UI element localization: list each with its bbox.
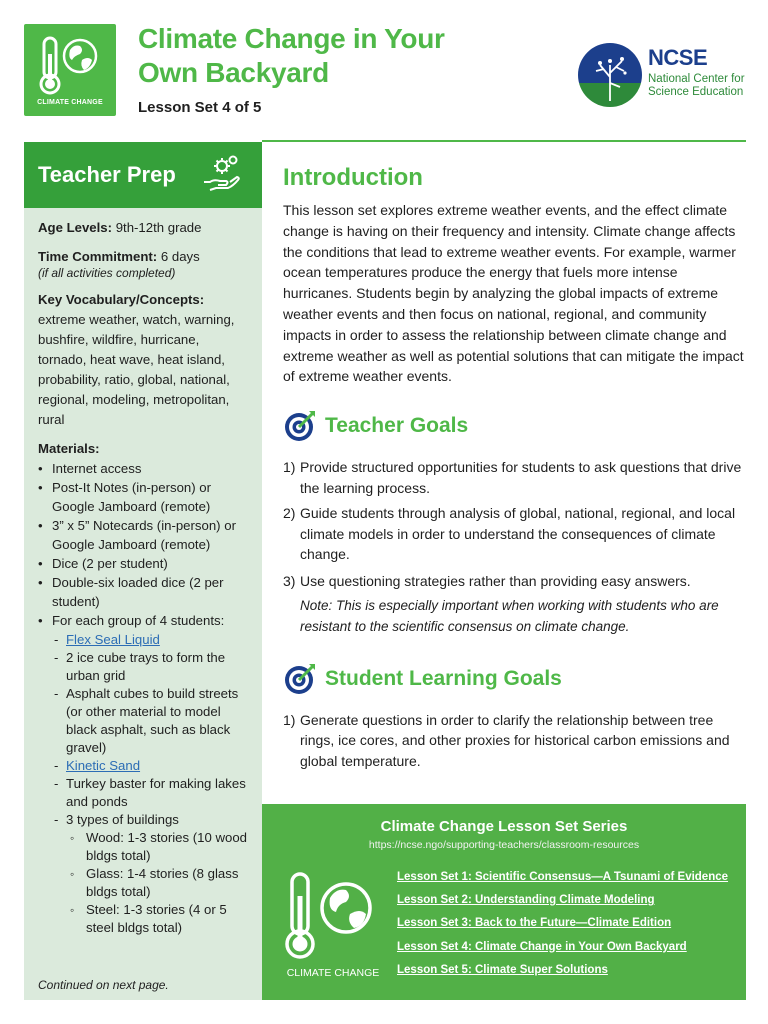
thermometer-globe-icon [284,870,382,966]
time-note: (if all activities completed) [38,266,176,280]
ncse-logo-emblem [578,43,642,107]
student-goals-header [283,662,745,696]
building-types-list [66,829,248,937]
introduction-text: This lesson set explores extreme weather events, and the effect climate change is having on their frequency and intensity. Climate change affects the conditions that lead to extreme weather events. For example, warmer ocean temperatures produce the energy that fuels more intense hurricanes. Students begin by analyzing the global impacts of extreme weather events and then focus on national, regional, and community impacts in order to assess the relationship between climate change and extreme weather as well as potential solutions that can mitigate the impact of extreme weather events. [283,202,744,385]
list-item: • 3” x 5” Notecards (in-person) or Google Jamboard (remote) [38,516,248,554]
list-item: • Internet access [38,459,248,478]
teacher-goals-list [283,457,745,592]
series-url[interactable]: https://ncse.ngo/supporting-teachers/classroom-resources [368,839,640,851]
ncse-full-name: National Center for Science Education [648,73,745,98]
tree-of-life-icon [578,43,642,107]
teacher-goals-header [283,409,745,443]
list-item: - 3 types of buildings ◦ Wood: 1-3 stories (10 wood bldgs total) ◦ Glass: 1-4 stories (8 glass bldgs total) ◦ Steel: 1-3 stories (4 or 5 steel bldgs total) [52,811,248,937]
target-icon [283,409,317,443]
teacher-prep-body [24,208,262,937]
list-item: 2) Guide students through analysis of global, national, regional, and local climate models in order to understand the consequences of climate change. [283,504,736,563]
teacher-prep-header [24,142,262,208]
lesson-set-5-link[interactable]: Lesson Set 5: Climate Super Solutions [397,963,608,976]
list-item: 1) Generate questions in order to clarify the relationship between tree rings, ice cores, and other proxies for historical carbon emissions and global temperature. [283,711,730,770]
series-icon-caption: CLIMATE CHANGE [286,967,380,979]
lesson-set-subtitle: Lesson Set 4 of 5 [138,99,262,116]
kinetic-sand-link[interactable]: Kinetic Sand [66,758,141,773]
list-item: 1) Provide structured opportunities for students to ask questions that drive the learning process. [283,459,742,496]
list-item: • For each group of 4 students: - Flex Seal Liquid - 2 ice cube trays to form the urban grid - Asphalt cubes to build streets (or other material to model black asphalt, such as black gravel) - Kinetic Sand - Turkey baster for making lakes and ponds - 3 types of buildings ◦ Wood: 1-3 stories (10 wood bldgs total) ◦ Glass: 1-4 stories (8 glass bldgs total) ◦ Steel: 1-3 stories (4 or 5 steel bldgs total) [38,611,248,937]
header-divider [262,140,746,142]
list-item: • Post-It Notes (in-person) or Google Jamboard (remote) [38,478,248,516]
hand-gears-icon [200,152,244,196]
teacher-prep-sidebar [24,142,262,1000]
continued-note: Continued on next page. [38,978,169,992]
list-item: • Double-six loaded dice (2 per student) [38,573,248,611]
lesson-series-box [262,804,746,1000]
time-commitment: Time Commitment: 6 days (if all activities completed) [38,247,248,281]
series-links-list [397,866,728,982]
student-goals-heading: Student Learning Goals [325,666,562,690]
list-item [52,631,248,649]
target-icon [283,662,317,696]
lesson-set-1-link[interactable]: Lesson Set 1: Scientific Consensus—A Tsunami of Evidence [397,871,729,883]
climate-change-logo [24,24,116,116]
key-vocabulary: Key Vocabulary/Concepts: extreme weather, watch, warning, bushfire, wildfire, hurricane, tornado, heat wave, heat island, probability, ratio, global, national, regional, modeling, metropolitan, rural [38,292,235,427]
teacher-goals-heading: Teacher Goals [325,414,469,438]
lesson-set-3-link[interactable]: Lesson Set 3: Back to the Future—Climate Edition [397,917,672,930]
list-item: - 2 ice cube trays to form the urban grid [52,649,248,685]
logo-caption: CLIMATE CHANGE [37,99,103,106]
page-title: Climate Change in Your Own Backyard [138,23,445,88]
thermometer-globe-icon [38,34,102,96]
teacher-prep-title: Teacher Prep [38,162,176,187]
list-item: - Asphalt cubes to build streets (or other material to model black asphalt, such as black gravel) [52,685,248,757]
list-item: • Dice (2 per student) [38,554,248,573]
list-item: ◦ Glass: 1-4 stories (8 glass bldgs total) [66,865,248,901]
list-item: 3) Use questioning strategies rather than providing easy answers. [283,573,691,590]
student-goals-list [283,710,745,772]
introduction-heading: Introduction [283,164,423,191]
flex-seal-link[interactable]: Flex Seal Liquid [66,632,160,647]
main-content [283,164,745,776]
materials: Materials: • Internet access • Post-It Notes (in-person) or Google Jamboard (remote) • 3” x 5” Notecards (in-person) or Google Jamboard (remote) • Dice (2 per student) • Double-six loaded dice (2 per student) • For each group of 4 students: - Flex Seal Liquid - 2 ice cube trays to form the urban grid - Asphalt cubes to build streets (or other material to model black asphalt, such as black gravel) - Kinetic Sand - Turkey baster for making lakes and ponds - 3 types of buildings ◦ Wood: 1-3 stories (10 wood bldgs total) ◦ Glass: 1-4 stories (8 glass bldgs total) ◦ Steel: 1-3 stories (4 or 5 steel bldgs total) [38,439,248,937]
lesson-set-2-link[interactable]: Lesson Set 2: Understanding Climate Modeling [397,894,655,907]
list-item: ◦ Wood: 1-3 stories (10 wood bldgs total) [66,829,248,865]
list-item: - Turkey baster for making lakes and ponds [52,775,248,811]
age-levels: Age Levels: 9th-12th grade [38,220,202,235]
series-title: Climate Change Lesson Set Series [380,818,628,835]
materials-list [38,459,248,937]
list-item: ◦ Steel: 1-3 stories (4 or 5 steel bldgs total) [66,901,248,937]
lesson-set-4-link[interactable]: Lesson Set 4: Climate Change in Your Own Backyard [397,940,687,953]
ncse-wordmark: NCSE [648,45,708,70]
teacher-goals-note: Note: This is especially important when working with students who are resistant to the scientific consensus on climate change. [300,597,719,634]
group-materials-list [52,631,248,937]
list-item [52,757,248,775]
